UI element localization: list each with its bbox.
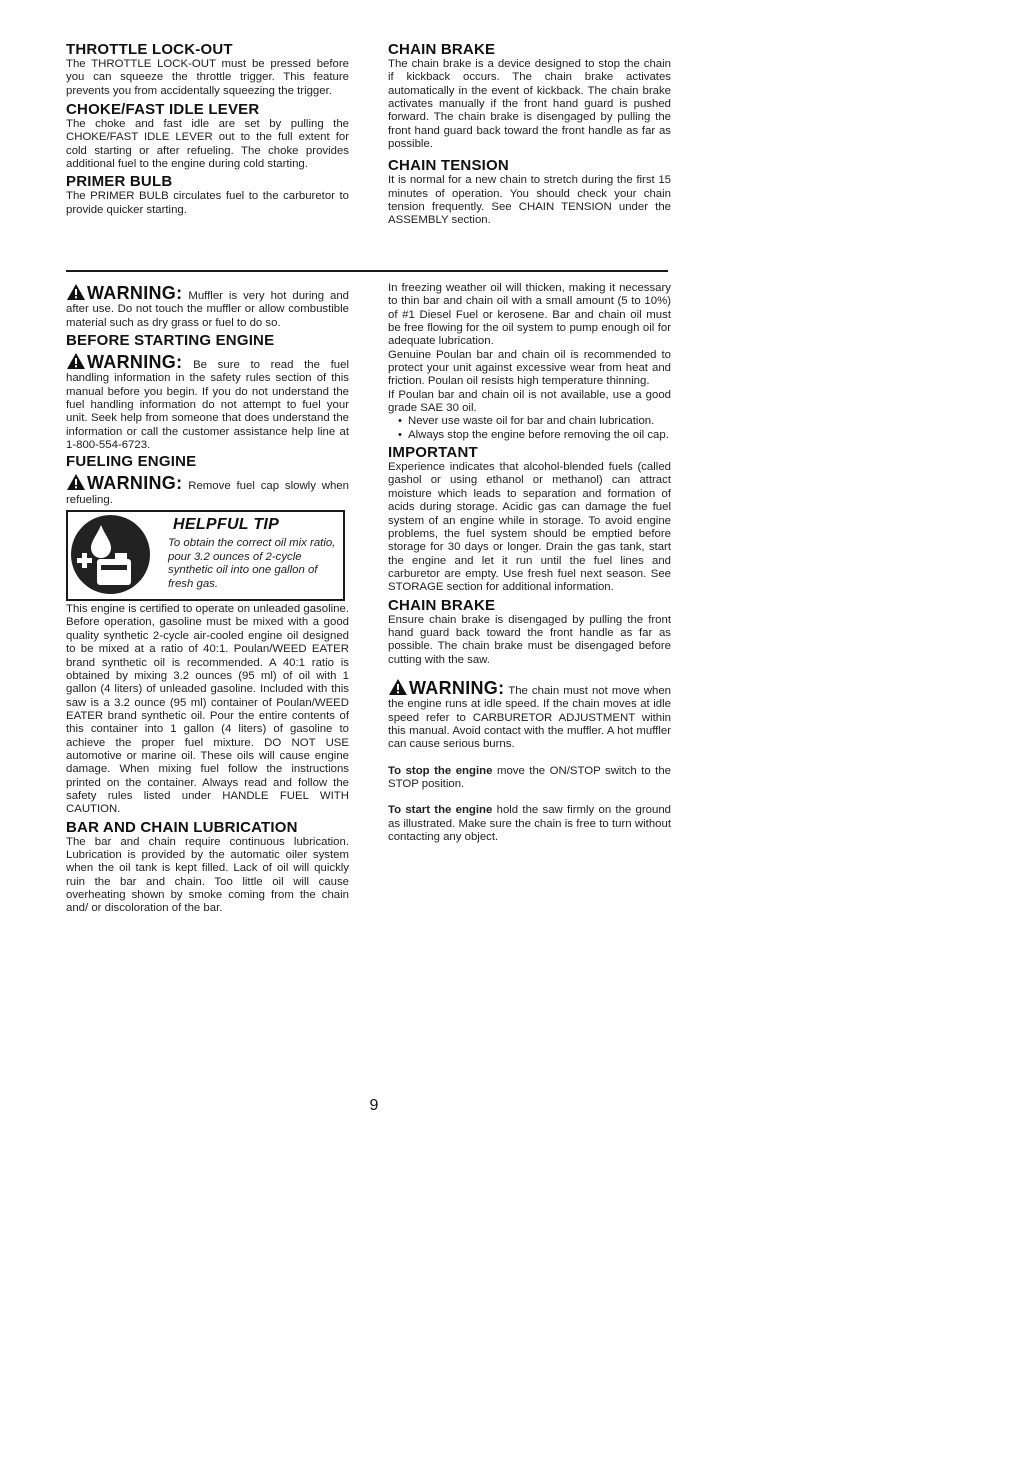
text-if-not-available: If Poulan bar and chain oil is not available, use a good grade SAE 30 oil. (388, 388, 671, 415)
section-top-left (66, 40, 349, 217)
heading-before-starting: BEFORE STARTING ENGINE (66, 332, 275, 350)
text-chain-tension: It is normal for a new chain to stretch during the first 15 minutes of operation. You should check your chain tension frequently. See CHAIN TENSION under the ASSEMBLY section. (388, 174, 671, 227)
helpful-tip-box (66, 510, 345, 601)
warning-label: WARNING: (409, 677, 505, 698)
text-chain-brake-top: The chain brake is a device designed to stop the chain if kickback occurs. The chain brake activates automatically in the event of kickback. The chain brake activates manually if the front hand guard is pushed forward. The chain brake is disengaged by pulling the front hand guard back toward the front handle as far as possible. (388, 58, 671, 151)
warning-triangle-icon (66, 283, 86, 301)
warning-fuel-handling-text: Be sure to read the fuel handling information in the safety rules section of this manual before you begin. If you do not understand the fuel handling information do not attempt to fuel your unit. Seek help from someone that does understand the information or call the customer assistance help line at 1-800-554-6723. (66, 359, 349, 452)
warning-triangle-icon (388, 678, 408, 696)
heading-choke-fast-idle: CHOKE/FAST IDLE LEVER (66, 101, 260, 119)
text-bar-chain-lubrication: The bar and chain require continuous lubrication. Lubrication is provided by the automatic oiler system when the oil tank is kept filled. Lack of oil will quickly ruin the bar and chain. Too little oil will cause overheating shown by smoke coming from the chain and/ or discoloration of the bar. (66, 835, 349, 915)
list-item: • Never use waste oil for bar and chain lubrication. (398, 415, 671, 428)
warning-label: WARNING: (87, 352, 183, 373)
list-item: • Always stop the engine before removing the oil cap. (398, 429, 671, 442)
page-number: 9 (369, 1097, 379, 1114)
heading-fueling-engine: FUELING ENGINE (66, 453, 197, 471)
helpful-tip-title: HELPFUL TIP (173, 516, 280, 534)
warning-fuel-cap-text: Remove fuel cap slowly when refueling. (66, 480, 349, 506)
section-right-column (388, 282, 671, 844)
text-important: Experience indicates that alcohol-blended fuels (called gashol or using ethanol or methanol) can attract moisture which leads to separation and formation of acids during storage. Acidic gas can damage the fuel system of an engine while in storage. To avoid engine problems, the fuel system should be emptied before storage for 30 days or longer. Drain the gas tank, start the engine and let it run until the fuel lines and carburetor are empty. Use fresh fuel next season. See STORAGE section for additional information. (388, 461, 671, 594)
text-stop-engine (388, 765, 671, 792)
text-primer-bulb: The PRIMER BULB circulates fuel to the carburetor to provide quicker starting. (66, 190, 349, 216)
heading-primer-bulb: PRIMER BULB (66, 173, 173, 191)
heading-chain-tension: CHAIN TENSION (388, 157, 509, 175)
warning-fuel-handling (66, 352, 349, 452)
text-throttle-lockout: The THROTTLE LOCK-OUT must be pressed before you can squeeze the throttle trigger. This feature prevents you from accidentally squeezing the trigger. (66, 58, 349, 97)
text-chain-brake: Ensure chain brake is disengaged by pulling the front hand guard back toward the front handle as far as possible. The chain brake must be disengaged before cutting with the saw. (388, 613, 671, 666)
warning-muffler-text: Muffler is very hot during and after use. Do not touch the muffler or allow combustible material such as dry grass or fuel to do so. (66, 290, 349, 329)
heading-chain-brake-top: CHAIN BRAKE (388, 41, 496, 58)
warning-triangle-icon (66, 352, 86, 370)
warning-chain-idle (388, 678, 671, 752)
warning-triangle-icon (66, 473, 86, 491)
section-divider (66, 270, 668, 272)
stop-engine-text: move the ON/STOP switch to the STOP position. (388, 764, 671, 790)
warning-chain-idle-text: The chain must not move when the engine runs at idle speed. If the chain moves at idle speed refer to CARBURETOR ADJUSTMENT within this manual. Avoid contact with the muffler. A hot muffler can cause serious burns. (388, 684, 671, 751)
warning-muffler (66, 283, 349, 330)
text-fuel-mix: This engine is certified to operate on unleaded gasoline. Before operation, gasoline must be mixed with a good quality synthetic 2-cycle air-cooled engine oil designed to be mixed at a ratio of 40:1. Poulan/WEED EATER brand synthetic oil is recommended. A 40:1 ratio is obtained by mixing 3.2 ounces (95 ml) of oil with 1 gallon (4 liters) of unleaded gasoline. Included with this saw is a 3.2 ounce (95 ml) container of Poulan/WEED EATER brand synthetic oil. Pour the entire contents of this container into 1 gallon (4 liters) of gasoline to achieve the proper fuel mixture. DO NOT USE automotive or marine oil. These oils will cause engine damage. When mixing fuel follow the instructions printed on the container. Always read and follow the safety rules listed under HANDLE FUEL WITH CAUTION. (66, 603, 349, 816)
stop-engine-lead: To stop the engine (388, 764, 493, 777)
text-genuine-oil: Genuine Poulan bar and chain oil is recommended to protect your unit against excessive wear from heat and friction. Poulan oil resists high temperature thinning. (388, 348, 671, 388)
heading-important: IMPORTANT (388, 444, 478, 462)
oil-bullet-list (388, 415, 671, 442)
text-freezing-weather: In freezing weather oil will thicken, making it necessary to thin bar and chain oil with a small amount (5 to 10%) of #1 Diesel Fuel or kerosene. Bar and chain oil must be free flowing for the oil system to pump enough oil for adequate lubrication. (388, 282, 671, 348)
section-left-column (66, 283, 349, 916)
heading-throttle-lockout: THROTTLE LOCK-OUT (66, 41, 233, 58)
start-engine-lead: To start the engine (388, 804, 493, 817)
warning-fuel-cap (66, 473, 349, 507)
warning-label: WARNING: (87, 473, 183, 494)
heading-chain-brake: CHAIN BRAKE (388, 596, 496, 614)
helpful-tip-text: To obtain the correct oil mix ratio, pour 3.2 ounces of 2-cycle synthetic oil into one gallon of fresh gas. (168, 537, 336, 590)
text-start-engine (388, 804, 671, 844)
fuel-mix-icon (71, 515, 150, 594)
section-top-right (388, 40, 671, 228)
heading-bar-chain-lubrication: BAR AND CHAIN LUBRICATION (66, 818, 298, 836)
warning-label: WARNING: (87, 283, 183, 303)
text-choke-fast-idle: The choke and fast idle are set by pulling the CHOKE/FAST IDLE LEVER out to the full extent for cold starting or after refueling. The choke provides additional fuel to the engine during cold starting. (66, 118, 349, 171)
start-engine-text: hold the saw firmly on the ground as illustrated. Make sure the chain is free to turn without contacting any object. (388, 804, 671, 844)
